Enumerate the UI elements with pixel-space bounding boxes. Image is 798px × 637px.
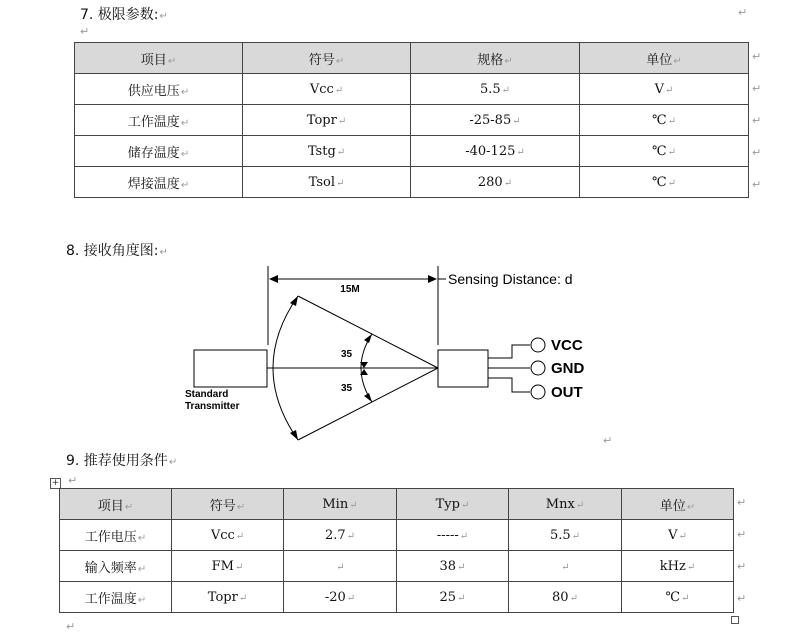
table-cell: ℃↵ <box>580 136 749 167</box>
row-end-mark: ↵ <box>737 592 747 605</box>
row-end-mark: ↵ <box>737 496 747 509</box>
dimension-arrow-right <box>428 275 437 283</box>
header-cell: Min↵ <box>284 489 397 520</box>
transmitter-label-line1: Standard <box>185 389 229 400</box>
angle-label-upper: 35 <box>341 349 353 360</box>
table-cell: 工作温度↵ <box>60 582 172 613</box>
table-cell: 焊接温度↵ <box>75 167 243 198</box>
arc-arrow-lower <box>290 430 298 440</box>
table-cell: FM↵ <box>172 551 284 582</box>
table-cell: ↵ <box>509 551 622 582</box>
pin-vcc-label: VCC <box>551 337 583 354</box>
row-end-mark: ↵ <box>752 82 762 95</box>
table-cell: 25↵ <box>397 582 509 613</box>
section-9-heading: 9. 推荐使用条件↵ <box>66 453 178 469</box>
table-cell: 输入频率↵ <box>60 551 172 582</box>
receiver-box <box>438 350 488 387</box>
table-cell: 供应电压↵ <box>75 74 243 105</box>
table-cell: 5.5↵ <box>411 74 580 105</box>
pin-out-label: OUT <box>551 384 583 401</box>
table-cell: -25-85↵ <box>411 105 580 136</box>
table-cell: -40-125↵ <box>411 136 580 167</box>
pin-gnd-terminal <box>531 361 545 375</box>
lead-out <box>488 378 530 392</box>
row-end-mark: ↵ <box>737 560 747 573</box>
paragraph-mark: ↵ <box>168 457 178 468</box>
header-cell: Mnx↵ <box>509 489 622 520</box>
angle-arrow-lower <box>364 393 372 402</box>
table-cell: V↵ <box>622 520 734 551</box>
header-cell: 单位↵ <box>622 489 734 520</box>
table-cell: Vcc↵ <box>172 520 284 551</box>
row-end-mark: ↵ <box>752 178 762 191</box>
beam-edge-lower <box>298 368 438 440</box>
table-cell: 工作温度↵ <box>75 105 243 136</box>
row-end-mark: ↵ <box>752 50 762 63</box>
paragraph-mark: ↵ <box>738 6 748 19</box>
angle-arrow-upper <box>364 334 372 343</box>
header-cell: 项目↵ <box>60 489 172 520</box>
dimension-arrow-left <box>269 275 278 283</box>
lead-vcc <box>488 345 530 358</box>
table-cell: ↵ <box>284 551 397 582</box>
table-row <box>60 582 734 613</box>
section-8-heading: 8. 接收角度图:↵ <box>66 243 168 259</box>
table-cell: Vcc↵ <box>243 74 411 105</box>
beam-edge-upper <box>298 296 438 368</box>
header-cell: 单位↵ <box>580 43 749 74</box>
pin-vcc-terminal <box>531 338 545 352</box>
pin-gnd-label: GND <box>551 360 585 377</box>
table-cell: 储存温度↵ <box>75 136 243 167</box>
table-cell: -20↵ <box>284 582 397 613</box>
table-cell: 38↵ <box>397 551 509 582</box>
table-cell: ℃↵ <box>580 105 749 136</box>
table-cell: ℃↵ <box>622 582 734 613</box>
table-cell: Topr↵ <box>243 105 411 136</box>
table-resize-handle[interactable] <box>731 616 739 624</box>
transmitter-label-line2: Transmitter <box>185 401 240 412</box>
table-cell: ℃↵ <box>580 167 749 198</box>
table-cell: Tsol↵ <box>243 167 411 198</box>
paragraph-mark: ↵ <box>603 434 613 447</box>
table-cell: V↵ <box>580 74 749 105</box>
header-cell: Typ↵ <box>397 489 509 520</box>
table-row <box>60 551 734 582</box>
table-header-row <box>60 489 734 520</box>
table-cell: 2.7↵ <box>284 520 397 551</box>
sensing-distance-label: Sensing Distance: d <box>448 271 573 287</box>
header-cell: 符号↵ <box>243 43 411 74</box>
header-cell: 规格↵ <box>411 43 580 74</box>
header-cell: 项目↵ <box>75 43 243 74</box>
row-end-mark: ↵ <box>752 114 762 127</box>
row-end-mark: ↵ <box>752 146 762 159</box>
paragraph-mark: ↵ <box>68 474 78 487</box>
paragraph-mark: ↵ <box>159 247 168 258</box>
row-end-mark: ↵ <box>737 528 747 541</box>
paragraph-mark: ↵ <box>80 25 90 38</box>
table-cell: Topr↵ <box>172 582 284 613</box>
transmitter-box <box>194 350 267 387</box>
table-cell: 280↵ <box>411 167 580 198</box>
table-cell: 80↵ <box>509 582 622 613</box>
table-cell: 5.5↵ <box>509 520 622 551</box>
table-cell: 工作电压↵ <box>60 520 172 551</box>
header-cell: 符号↵ <box>172 489 284 520</box>
angle-label-lower: 35 <box>341 383 353 394</box>
pin-out-terminal <box>531 385 545 399</box>
distance-label: 15M <box>340 284 360 295</box>
table-row <box>60 520 734 551</box>
recommended-conditions-table <box>59 488 734 613</box>
paragraph-mark: ↵ <box>66 620 76 633</box>
table-move-handle[interactable]: + <box>51 478 60 488</box>
section-7-heading: 7. 极限参数:↵ <box>80 7 168 23</box>
table-cell: kHz↵ <box>622 551 734 582</box>
table-cell: Tstg↵ <box>243 136 411 167</box>
paragraph-mark: ↵ <box>159 11 168 22</box>
arc-arrow-upper <box>290 296 298 306</box>
table-cell: -----↵ <box>397 520 509 551</box>
